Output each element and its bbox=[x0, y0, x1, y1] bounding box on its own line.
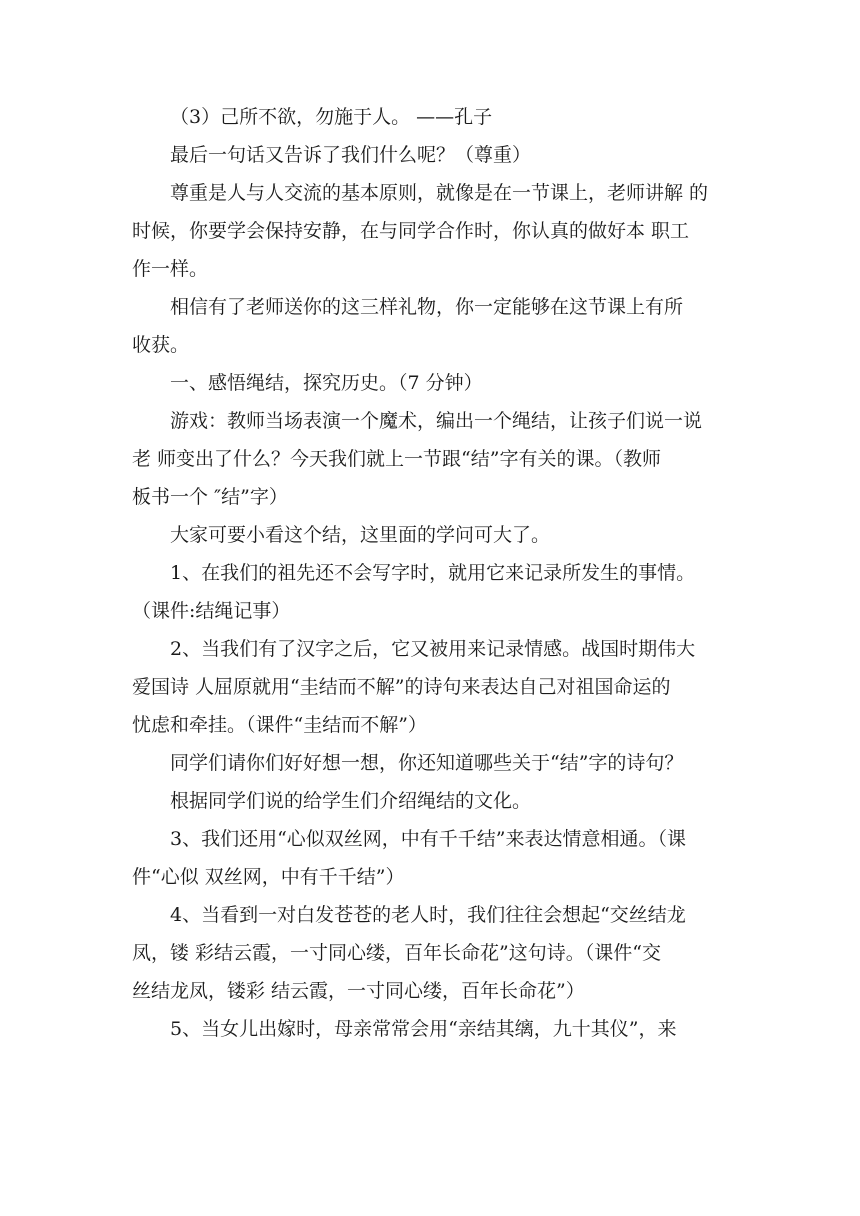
document-body bbox=[132, 98, 732, 1048]
paragraph-point-5 bbox=[132, 1010, 732, 1048]
text-line: 爱国诗 人屈原就用“圭结而不解”的诗句来表达自己对祖国命运的 bbox=[132, 676, 671, 698]
text-line: 一、感悟绳结，探究历史。（7 分钟） bbox=[170, 372, 483, 394]
paragraph-magic-game bbox=[132, 402, 732, 516]
text-line: 丝结龙凤，镂彩 结云霞，一寸同心缕，百年长命花”） bbox=[132, 980, 585, 1002]
paragraph-point-3 bbox=[132, 820, 732, 896]
text-line: 忧虑和牵挂。（课件“圭结而不解”） bbox=[132, 714, 427, 736]
text-line: 游戏：教师当场表演一个魔术，编出一个绳结，让孩子们说一说 bbox=[170, 410, 703, 432]
section-heading-knots-history bbox=[132, 364, 732, 402]
paragraph-quote-confucius bbox=[132, 98, 732, 136]
text-line: 同学们请你们好好想一想，你还知道哪些关于“结”字的诗句？ bbox=[170, 752, 684, 774]
paragraph-point-4 bbox=[132, 896, 732, 1010]
text-line: 最后一句话又告诉了我们什么呢？（尊重） bbox=[170, 144, 532, 166]
text-line: 板书一个 ″结”字） bbox=[132, 486, 288, 508]
text-line: 大家可要小看这个结，这里面的学问可大了。 bbox=[170, 524, 551, 546]
paragraph-point-2 bbox=[132, 630, 732, 744]
text-line: 1、在我们的祖先还不会写字时，就用它来记录所发生的事情。 bbox=[170, 562, 696, 584]
text-line: 老 师变出了什么？今天我们就上一节跟“结”字有关的课。（教师 bbox=[132, 448, 661, 470]
text-line: 时候，你要学会保持安静，在与同学合作时，你认真的做好本 职工 bbox=[132, 220, 690, 242]
paragraph-respect-principle bbox=[132, 174, 732, 288]
text-line: （3）己所不欲，勿施于人。 ——孔子 bbox=[170, 106, 493, 128]
text-line: 件“心似 双丝网，中有千千结”） bbox=[132, 866, 405, 888]
text-line: 相信有了老师送你的这三样礼物，你一定能够在这节课上有所 bbox=[170, 296, 684, 318]
paragraph-introduce-culture bbox=[132, 782, 732, 820]
text-line: 凤，镂 彩结云霞，一寸同心缕，百年长命花”这句诗。（课件“交 bbox=[132, 942, 661, 964]
paragraph-three-gifts bbox=[132, 288, 732, 364]
paragraph-think-poems bbox=[132, 744, 732, 782]
text-line: （课件:结绳记事） bbox=[132, 600, 291, 622]
text-line: 5、当女儿出嫁时，母亲常常会用“亲结其缡，九十其仪”，来 bbox=[170, 1018, 677, 1040]
text-line: 3、我们还用“心似双丝网，中有千千结”来表达情意相通。（课 bbox=[170, 828, 687, 850]
paragraph-point-1 bbox=[132, 554, 732, 630]
text-line: 2、当我们有了汉字之后，它又被用来记录情感。战国时期伟大 bbox=[170, 638, 696, 660]
text-line: 收获。 bbox=[132, 334, 190, 356]
paragraph-question-respect bbox=[132, 136, 732, 174]
text-line: 根据同学们说的给学生们介绍绳结的文化。 bbox=[170, 790, 532, 812]
text-line: 作一样。 bbox=[132, 258, 209, 280]
paragraph-knot-knowledge bbox=[132, 516, 732, 554]
text-line: 尊重是人与人交流的基本原则，就像是在一节课上，老师讲解 的 bbox=[170, 182, 709, 204]
text-line: 4、当看到一对白发苍苍的老人时，我们往往会想起“交丝结龙 bbox=[170, 904, 686, 926]
